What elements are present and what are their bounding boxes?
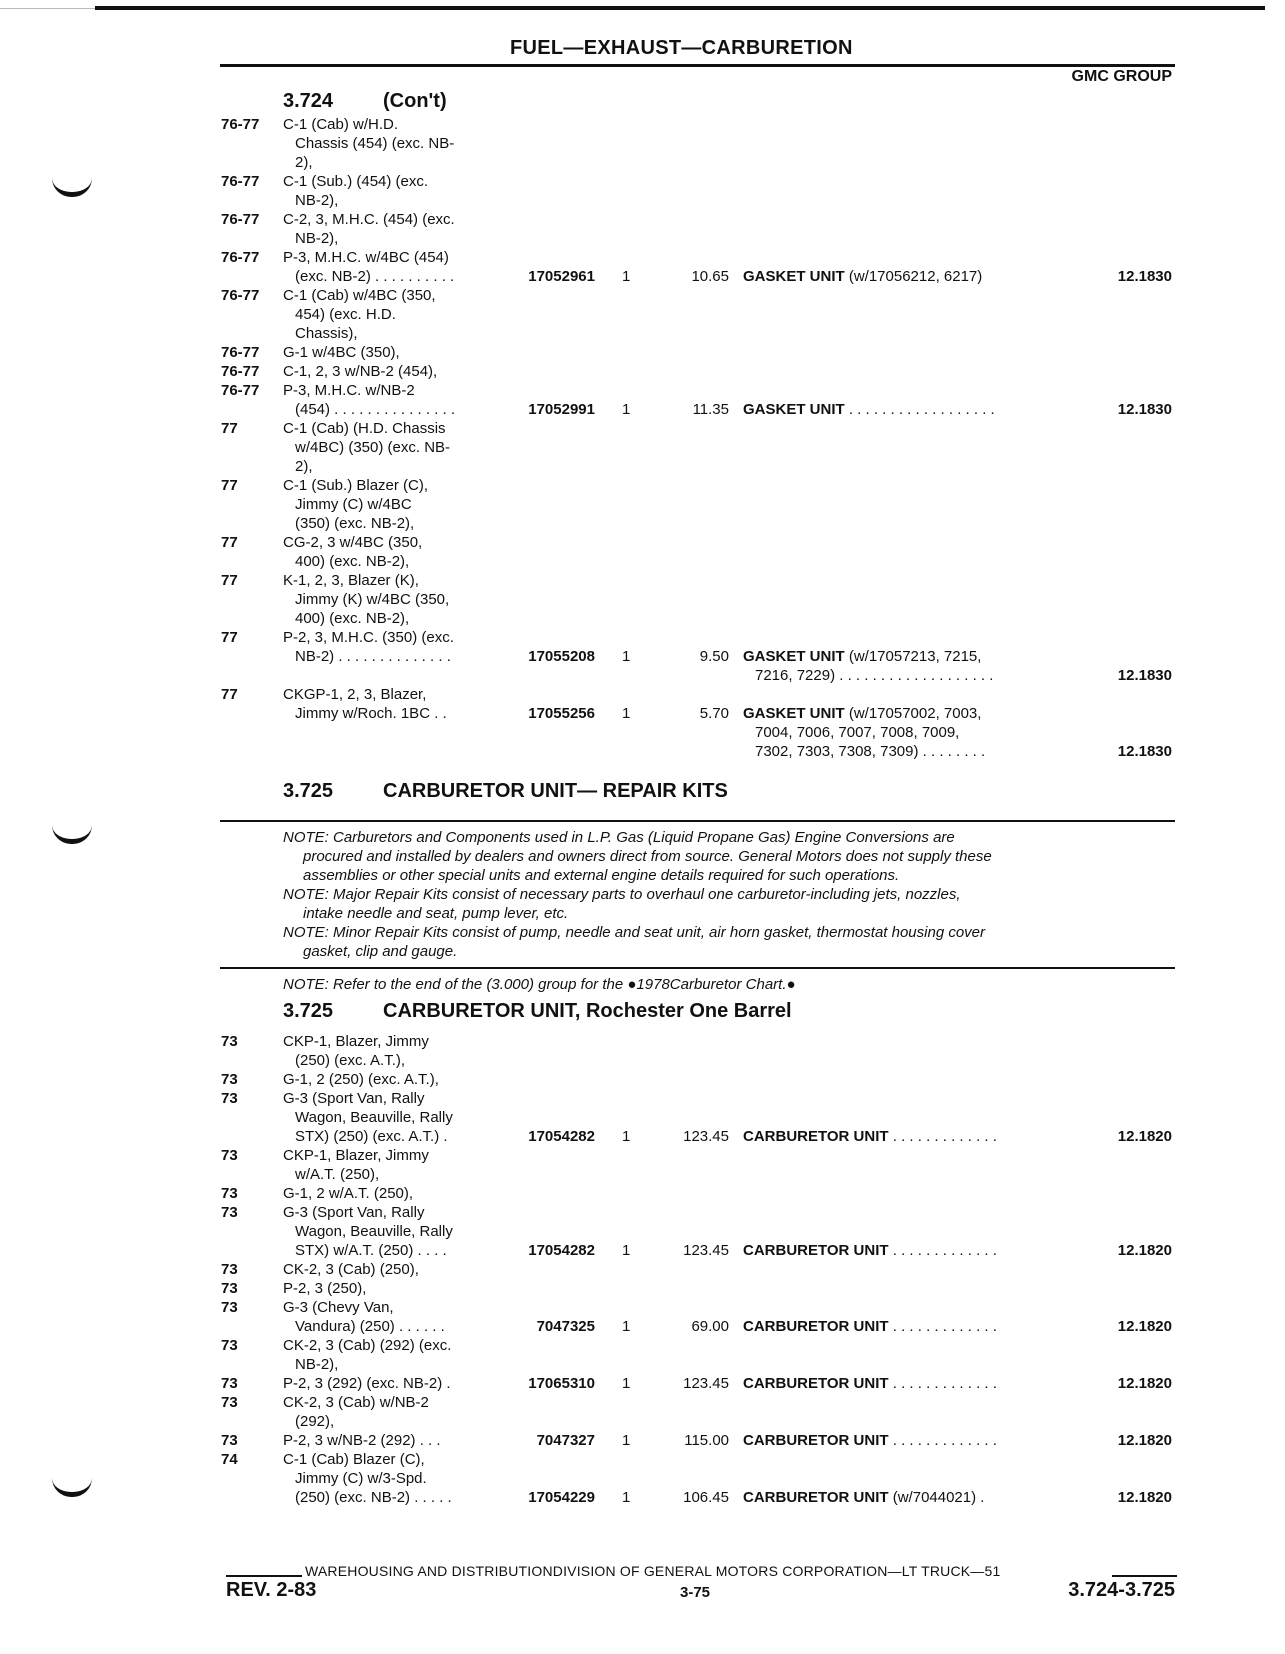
part-detail: (w/17057002, 7003, — [844, 705, 982, 722]
listing-line — [0, 1450, 1285, 1469]
part-number: 17054229 — [528, 1489, 595, 1506]
listing-line — [0, 647, 1285, 666]
application-continued: 454) (exc. H.D. — [295, 306, 396, 323]
model-years: 73 — [221, 1204, 238, 1221]
part-detail: (w/7044021) . — [888, 1489, 985, 1506]
part-name: CARBURETOR UNIT — [743, 1375, 889, 1392]
listing-line — [0, 742, 1285, 761]
application: P-2, 3 (292) (exc. NB-2) . — [283, 1375, 451, 1392]
part-detail: (w/17056212, 6217) — [844, 268, 983, 285]
part-number: 7047325 — [536, 1318, 595, 1335]
note-line: procured and installed by dealers and owners direct from source. General Motors does not supply these — [303, 848, 992, 865]
application-continued: Chassis (454) (exc. NB- — [295, 135, 455, 152]
listing-line — [0, 229, 1285, 248]
application: C-1 (Cab) w/H.D. — [283, 116, 399, 133]
list-price: 69.00 — [691, 1318, 729, 1335]
listing-line — [0, 685, 1285, 704]
application: G-3 (Sport Van, Rally — [283, 1090, 425, 1107]
part-detail-continued: 7216, 7229) . . . . . . . . . . . . . . . . . . . — [755, 667, 994, 684]
part-detail: . . . . . . . . . . . . . — [888, 1375, 997, 1392]
part-number: 17054282 — [528, 1242, 595, 1259]
listing-line — [0, 1488, 1285, 1507]
part-detail: . . . . . . . . . . . . . — [888, 1242, 997, 1259]
part-number: 17055208 — [528, 648, 595, 665]
part-name: CARBURETOR UNIT — [743, 1318, 889, 1335]
part-name: GASKET UNIT — [743, 268, 845, 285]
part-description — [743, 1488, 984, 1507]
section-title: (Con't) — [383, 90, 447, 112]
listing-line — [0, 115, 1285, 134]
listing-line — [0, 1108, 1285, 1127]
quantity: 1 — [622, 1242, 631, 1259]
listing-line — [0, 1146, 1285, 1165]
part-detail: . . . . . . . . . . . . . — [888, 1318, 997, 1335]
part-detail: (w/17057213, 7215, — [844, 648, 982, 665]
application: C-1 (Sub.) (454) (exc. — [283, 173, 429, 190]
part-description — [743, 1431, 997, 1450]
list-price: 10.65 — [691, 268, 729, 285]
application-continued: Jimmy (C) w/3-Spd. — [295, 1470, 427, 1487]
part-name: CARBURETOR UNIT — [743, 1489, 889, 1506]
part-detail: . . . . . . . . . . . . . . . . . . — [844, 401, 995, 418]
listing-line — [0, 609, 1285, 628]
listing-line — [0, 343, 1285, 362]
application: K-1, 2, 3, Blazer (K), — [283, 572, 419, 589]
listing-line — [0, 1393, 1285, 1412]
listing-line — [0, 1070, 1285, 1089]
part-detail: . . . . . . . . . . . . . — [888, 1432, 997, 1449]
application: CG-2, 3 w/4BC (350, — [283, 534, 423, 551]
listing-line — [0, 1222, 1285, 1241]
part-number: 7047327 — [536, 1432, 595, 1449]
listing-line — [0, 419, 1285, 438]
section-title: CARBURETOR UNIT— REPAIR KITS — [383, 780, 728, 802]
quantity: 1 — [622, 1128, 631, 1145]
model-years: 76-77 — [221, 344, 260, 361]
page-number: 3-75 — [680, 1584, 711, 1601]
application-continued: Chassis), — [295, 325, 358, 342]
listing-line — [0, 191, 1285, 210]
part-detail-continued: 7004, 7006, 7007, 7008, 7009, — [755, 724, 960, 741]
model-years: 76-77 — [221, 382, 260, 399]
model-years: 73 — [221, 1071, 238, 1088]
listing-line — [0, 590, 1285, 609]
application: CK-2, 3 (Cab) w/NB-2 — [283, 1394, 429, 1411]
catalog-group-number: 12.1820 — [1117, 1489, 1172, 1506]
model-years: 73 — [221, 1299, 238, 1316]
listing-line — [0, 1317, 1285, 1336]
model-years: 73 — [221, 1261, 238, 1278]
application: CKP-1, Blazer, Jimmy — [283, 1033, 429, 1050]
catalog-group-number: 12.1820 — [1117, 1242, 1172, 1259]
quantity: 1 — [622, 1375, 631, 1392]
application-continued: 400) (exc. NB-2), — [295, 553, 410, 570]
application: C-2, 3, M.H.C. (454) (exc. — [283, 211, 455, 228]
listing-line — [0, 1165, 1285, 1184]
top-rule — [95, 6, 1265, 10]
section-heading-3724 — [283, 90, 447, 113]
model-years: 73 — [221, 1432, 238, 1449]
section-number: 3.725 — [283, 1000, 334, 1022]
section-range: 3.724-3.725 — [1068, 1579, 1175, 1601]
model-years: 76-77 — [221, 249, 260, 266]
application: C-1 (Sub.) Blazer (C), — [283, 477, 429, 494]
model-years: 77 — [221, 477, 238, 494]
part-description — [743, 1374, 997, 1393]
model-years: 73 — [221, 1090, 238, 1107]
quantity: 1 — [622, 401, 631, 418]
binder-hole-mark — [52, 825, 92, 844]
application: G-1, 2 w/A.T. (250), — [283, 1185, 414, 1202]
part-description — [743, 1317, 997, 1336]
model-years: 77 — [221, 572, 238, 589]
application-continued: 2), — [295, 154, 313, 171]
section-heading-3725-kits — [283, 780, 728, 803]
part-number: 17054282 — [528, 1128, 595, 1145]
listing-line — [0, 1355, 1285, 1374]
listing-line — [0, 1184, 1285, 1203]
application-continued: Jimmy (C) w/4BC — [295, 496, 412, 513]
part-description — [743, 1127, 997, 1146]
list-price: 115.00 — [684, 1432, 729, 1449]
listing-line — [0, 1469, 1285, 1488]
listing-line — [0, 1260, 1285, 1279]
application-continued: Wagon, Beauville, Rally — [295, 1223, 453, 1240]
listing-line — [0, 666, 1285, 685]
note-line: NOTE: Minor Repair Kits consist of pump, needle and seat unit, air horn gasket, thermostat housing cover — [283, 924, 986, 941]
list-price: 123.45 — [683, 1128, 729, 1145]
application-continued: (exc. NB-2) . . . . . . . . . . — [295, 268, 455, 285]
top-thin-rule — [0, 8, 100, 9]
list-price: 9.50 — [699, 648, 729, 665]
part-number: 17055256 — [528, 705, 595, 722]
listing-line — [0, 723, 1285, 742]
listing-line — [0, 1298, 1285, 1317]
application-continued: STX) (250) (exc. A.T.) . — [295, 1128, 448, 1145]
listing-line — [0, 514, 1285, 533]
model-years: 76-77 — [221, 211, 260, 228]
listing-line — [0, 305, 1285, 324]
application: G-1 w/4BC (350), — [283, 344, 400, 361]
application-continued: NB-2), — [295, 1356, 339, 1373]
application-continued: (250) (exc. A.T.), — [295, 1052, 406, 1069]
application-continued: NB-2) . . . . . . . . . . . . . . — [295, 648, 451, 665]
application-continued: w/A.T. (250), — [295, 1166, 380, 1183]
note-line: gasket, clip and gauge. — [303, 943, 458, 960]
application: G-3 (Sport Van, Rally — [283, 1204, 425, 1221]
application: CK-2, 3 (Cab) (250), — [283, 1261, 419, 1278]
model-years: 77 — [221, 420, 238, 437]
listing-line — [0, 533, 1285, 552]
quantity: 1 — [622, 1432, 631, 1449]
list-price: 5.70 — [699, 705, 729, 722]
part-number: 17065310 — [528, 1375, 595, 1392]
section-heading-3725-rochester — [283, 1000, 792, 1023]
application: C-1 (Cab) (H.D. Chassis — [283, 420, 446, 437]
listing-line — [0, 267, 1285, 286]
part-name: GASKET UNIT — [743, 401, 845, 418]
catalog-group-number: 12.1830 — [1117, 667, 1172, 684]
page-title: FUEL—EXHAUST—CARBURETION — [510, 37, 853, 59]
quantity: 1 — [622, 1489, 631, 1506]
title-rule — [220, 64, 1175, 67]
note-line: intake needle and seat, pump lever, etc. — [303, 905, 569, 922]
part-name: GASKET UNIT — [743, 705, 845, 722]
application-continued: Wagon, Beauville, Rally — [295, 1109, 453, 1126]
application-continued: 400) (exc. NB-2), — [295, 610, 410, 627]
quantity: 1 — [622, 648, 631, 665]
application: P-3, M.H.C. w/4BC (454) — [283, 249, 449, 266]
part-name: CARBURETOR UNIT — [743, 1432, 889, 1449]
listing-line — [0, 172, 1285, 191]
listing-line — [0, 286, 1285, 305]
part-detail: . . . . . . . . . . . . . — [888, 1128, 997, 1145]
model-years: 77 — [221, 534, 238, 551]
listing-line — [0, 324, 1285, 343]
list-price: 106.45 — [683, 1489, 729, 1506]
application: P-2, 3 (250), — [283, 1280, 367, 1297]
section-number: 3.724 — [283, 90, 334, 112]
part-description — [743, 704, 981, 723]
part-name: CARBURETOR UNIT — [743, 1242, 889, 1259]
model-years: 74 — [221, 1451, 238, 1468]
application-continued: (350) (exc. NB-2), — [295, 515, 415, 532]
part-description — [743, 267, 982, 286]
listing-line — [0, 381, 1285, 400]
application-continued: Jimmy w/Roch. 1BC . . — [295, 705, 447, 722]
part-description — [743, 400, 995, 419]
note-line: assemblies or other special units and external engine details required for such operations. — [303, 867, 900, 884]
list-price: 123.45 — [683, 1375, 729, 1392]
application-continued: NB-2), — [295, 230, 339, 247]
listing-line — [0, 1336, 1285, 1355]
listing-line — [0, 438, 1285, 457]
application: CKGP-1, 2, 3, Blazer, — [283, 686, 427, 703]
listing-line — [0, 1412, 1285, 1431]
listing-line — [0, 248, 1285, 267]
quantity: 1 — [622, 1318, 631, 1335]
list-price: 11.35 — [692, 401, 729, 418]
application-continued: w/4BC) (350) (exc. NB- — [295, 439, 451, 456]
model-years: 77 — [221, 686, 238, 703]
list-price: 123.45 — [683, 1242, 729, 1259]
part-description — [743, 1241, 997, 1260]
group-label: GMC GROUP — [1071, 68, 1172, 85]
part-description — [743, 647, 981, 666]
application: P-2, 3 w/NB-2 (292) . . . — [283, 1432, 441, 1449]
listing-line — [0, 476, 1285, 495]
model-years: 76-77 — [221, 287, 260, 304]
part-name: GASKET UNIT — [743, 648, 845, 665]
part-detail-continued: 7302, 7303, 7308, 7309) . . . . . . . . — [755, 743, 986, 760]
revision-label: REV. 2-83 — [226, 1579, 317, 1601]
listing-line — [0, 1203, 1285, 1222]
listing-line — [0, 704, 1285, 723]
note-minor-kits — [283, 923, 1183, 961]
section-rule — [220, 967, 1175, 969]
listing-line — [0, 457, 1285, 476]
quantity: 1 — [622, 268, 631, 285]
application: C-1 (Cab) w/4BC (350, — [283, 287, 436, 304]
listing-line — [0, 1279, 1285, 1298]
note-major-kits — [283, 885, 1183, 923]
model-years: 73 — [221, 1033, 238, 1050]
application-continued: (454) . . . . . . . . . . . . . . . — [295, 401, 456, 418]
section-number: 3.725 — [283, 780, 334, 802]
model-years: 76-77 — [221, 173, 260, 190]
note-line: NOTE: Major Repair Kits consist of necessary parts to overhaul one carburetor-including jets, nozzles, — [283, 886, 961, 903]
listing-line — [0, 362, 1285, 381]
footer-rule-left — [226, 1575, 302, 1577]
listing-line — [0, 1127, 1285, 1146]
catalog-group-number: 12.1830 — [1117, 401, 1172, 418]
part-number: 17052961 — [528, 268, 595, 285]
model-years: 73 — [221, 1185, 238, 1202]
catalog-group-number: 12.1820 — [1117, 1128, 1172, 1145]
listing-line — [0, 1051, 1285, 1070]
application-continued: Vandura) (250) . . . . . . — [295, 1318, 445, 1335]
note-line: NOTE: Refer to the end of the (3.000) group for the ●1978Carburetor Chart.● — [283, 976, 796, 993]
part-number: 17052991 — [528, 401, 595, 418]
listing-line — [0, 134, 1285, 153]
listing-line — [0, 210, 1285, 229]
listing-line — [0, 495, 1285, 514]
listing-line — [0, 1089, 1285, 1108]
catalog-group-number: 12.1830 — [1117, 743, 1172, 760]
catalog-group-number: 12.1820 — [1117, 1375, 1172, 1392]
application-continued: NB-2), — [295, 192, 339, 209]
model-years: 77 — [221, 629, 238, 646]
part-name: CARBURETOR UNIT — [743, 1128, 889, 1145]
application-continued: STX) w/A.T. (250) . . . . — [295, 1242, 447, 1259]
section-rule — [220, 820, 1175, 822]
application: CKP-1, Blazer, Jimmy — [283, 1147, 429, 1164]
listing-line — [0, 628, 1285, 647]
footer-rule-right — [1112, 1575, 1177, 1577]
listing-line — [0, 1374, 1285, 1393]
listing-line — [0, 1241, 1285, 1260]
catalog-group-number: 12.1830 — [1117, 268, 1172, 285]
application: C-1, 2, 3 w/NB-2 (454), — [283, 363, 438, 380]
listing-line — [0, 1431, 1285, 1450]
catalog-group-number: 12.1820 — [1117, 1318, 1172, 1335]
application-continued: Jimmy (K) w/4BC (350, — [295, 591, 450, 608]
note-lp-gas — [283, 828, 1183, 885]
section-title: CARBURETOR UNIT, Rochester One Barrel — [383, 1000, 792, 1022]
model-years: 76-77 — [221, 116, 260, 133]
footer-division: WAREHOUSING AND DISTRIBUTIONDIVISION OF GENERAL MOTORS CORPORATION—LT TRUCK—51 — [305, 1563, 1001, 1579]
listing-line — [0, 1032, 1285, 1051]
application-continued: (250) (exc. NB-2) . . . . . — [295, 1489, 452, 1506]
model-years: 73 — [221, 1280, 238, 1297]
note-carburetor-chart — [283, 975, 1183, 994]
model-years: 73 — [221, 1337, 238, 1354]
model-years: 76-77 — [221, 363, 260, 380]
note-line: NOTE: Carburetors and Components used in L.P. Gas (Liquid Propane Gas) Engine Conversions are — [283, 829, 955, 846]
listing-line — [0, 552, 1285, 571]
model-years: 73 — [221, 1147, 238, 1164]
listing-line — [0, 400, 1285, 419]
application-continued: 2), — [295, 458, 313, 475]
quantity: 1 — [622, 705, 631, 722]
application-continued: (292), — [295, 1413, 335, 1430]
model-years: 73 — [221, 1375, 238, 1392]
listing-line — [0, 571, 1285, 590]
model-years: 73 — [221, 1394, 238, 1411]
application: C-1 (Cab) Blazer (C), — [283, 1451, 425, 1468]
application: P-2, 3, M.H.C. (350) (exc. — [283, 629, 454, 646]
application: G-3 (Chevy Van, — [283, 1299, 394, 1316]
catalog-group-number: 12.1820 — [1117, 1432, 1172, 1449]
application: P-3, M.H.C. w/NB-2 — [283, 382, 415, 399]
application: CK-2, 3 (Cab) (292) (exc. — [283, 1337, 452, 1354]
application: G-1, 2 (250) (exc. A.T.), — [283, 1071, 439, 1088]
listing-line — [0, 153, 1285, 172]
